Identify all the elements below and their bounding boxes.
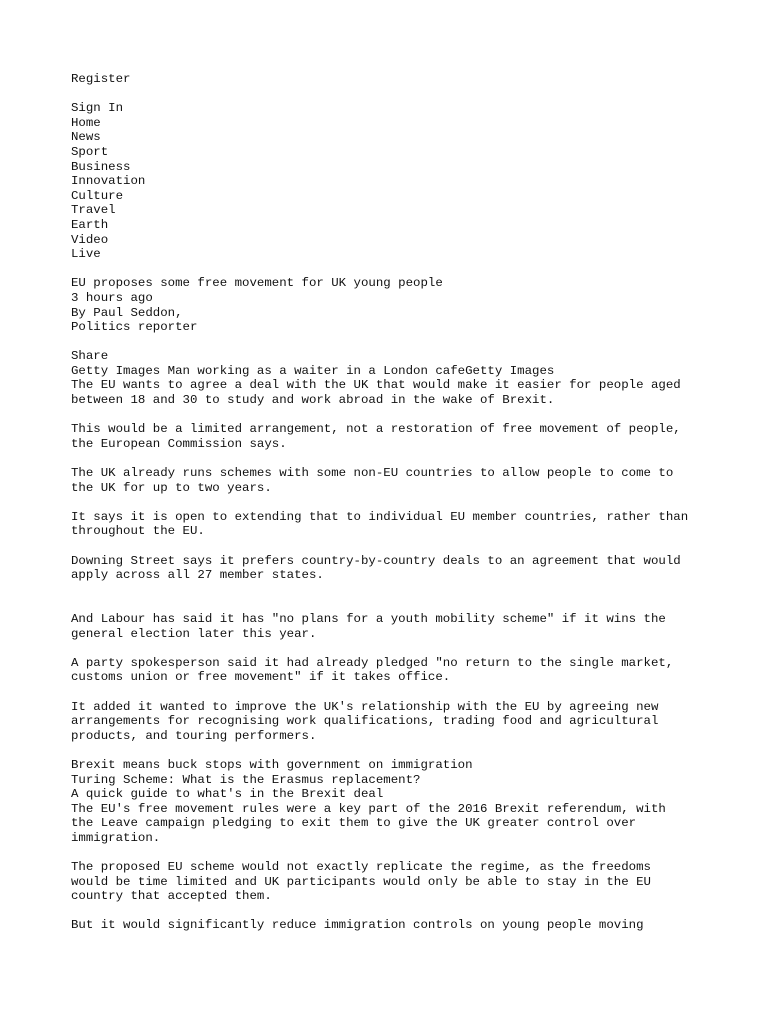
paragraph-line: products, and touring performers. (71, 728, 317, 743)
spacer (71, 539, 731, 554)
nav-item-sport[interactable]: Sport (71, 144, 109, 159)
sign-in-link[interactable]: Sign In (71, 101, 124, 116)
paragraph-line: Downing Street says it prefers country-by-country deals to an agreement that would (71, 553, 681, 568)
paragraph-line: immigration. (71, 830, 161, 845)
paragraph-line: customs union or free movement" if it takes office. (71, 670, 451, 685)
paragraph-line: And Labour has said it has "no plans for a youth mobility scheme" if it wins the (71, 611, 666, 626)
spacer (71, 743, 731, 758)
spacer (71, 451, 731, 466)
share-button[interactable]: Share (71, 349, 109, 364)
paragraph-line: It added it wanted to improve the UK's relationship with the EU by agreeing new (71, 699, 659, 714)
paragraph-line: throughout the EU. (71, 524, 205, 539)
paragraph-line: It says it is open to extending that to individual EU member countries, rather than (71, 509, 689, 524)
spacer (71, 335, 731, 350)
nav-item-business[interactable]: Business (71, 159, 131, 174)
spacer (71, 408, 731, 423)
main-nav (71, 116, 731, 262)
related-link[interactable]: Brexit means buck stops with government on immigration (71, 757, 473, 772)
spacer (71, 641, 731, 656)
article-author-role: Politics reporter (71, 320, 198, 335)
related-link[interactable]: Turing Scheme: What is the Erasmus replacement? (71, 772, 421, 787)
nav-item-live[interactable]: Live (71, 247, 101, 262)
paragraph-line: arrangements for recognising work qualifications, trading food and agricultural (71, 714, 659, 729)
spacer (71, 262, 731, 277)
paragraph-line: general election later this year. (71, 626, 317, 641)
nav-item-news[interactable]: News (71, 130, 101, 145)
paragraph-line: the Leave campaign pledging to exit them to give the UK greater control over (71, 816, 637, 831)
nav-item-earth[interactable]: Earth (71, 217, 109, 232)
article-headline: EU proposes some free movement for UK young people (71, 276, 443, 291)
paragraph-line: This would be a limited arrangement, not a restoration of free movement of people, (71, 422, 681, 437)
paragraph-line: The UK already runs schemes with some non-EU countries to allow people to come to (71, 466, 674, 481)
spacer (71, 904, 731, 919)
page-content (71, 72, 731, 933)
article-timestamp: 3 hours ago (71, 290, 153, 305)
register-link[interactable]: Register (71, 72, 131, 86)
nav-item-home[interactable]: Home (71, 115, 101, 130)
image-caption: Getty Images Man working as a waiter in a London cafeGetty Images (71, 363, 555, 378)
paragraph-line: apply across all 27 member states. (71, 568, 324, 583)
paragraph-line: The EU's free movement rules were a key part of the 2016 Brexit referendum, with (71, 801, 666, 816)
spacer (71, 495, 731, 510)
paragraph-line: But it would significantly reduce immigration controls on young people moving (71, 918, 644, 933)
paragraph-line: would be time limited and UK participants would only be able to stay in the EU (71, 874, 651, 889)
article (71, 276, 731, 933)
paragraph-line: the European Commission says. (71, 436, 287, 451)
related-link[interactable]: A quick guide to what's in the Brexit deal (71, 787, 384, 802)
paragraph-line: The EU wants to agree a deal with the UK that would make it easier for people aged (71, 378, 681, 393)
nav-item-innovation[interactable]: Innovation (71, 174, 146, 189)
paragraph-line: The proposed EU scheme would not exactly replicate the regime, as the freedoms (71, 860, 651, 875)
paragraph-line: the UK for up to two years. (71, 480, 272, 495)
spacer (71, 87, 731, 102)
paragraph-line: country that accepted them. (71, 889, 272, 904)
spacer (71, 583, 731, 612)
spacer (71, 685, 731, 700)
nav-item-culture[interactable]: Culture (71, 188, 124, 203)
paragraph-line: A party spokesperson said it had already pledged "no return to the single market, (71, 655, 674, 670)
article-byline: By Paul Seddon, (71, 305, 183, 320)
paragraph-line: between 18 and 30 to study and work abroad in the wake of Brexit. (71, 393, 555, 408)
spacer (71, 845, 731, 860)
nav-item-travel[interactable]: Travel (71, 203, 116, 218)
nav-item-video[interactable]: Video (71, 232, 109, 247)
